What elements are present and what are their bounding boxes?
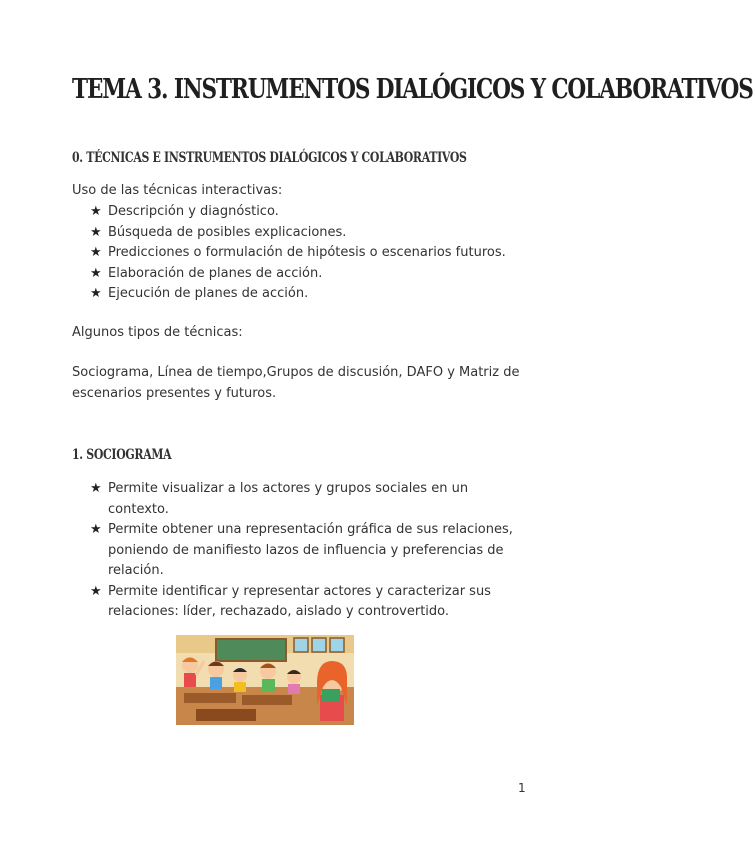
star-bullet-icon: ★: [90, 204, 102, 219]
star-bullet-icon: ★: [90, 286, 102, 301]
list-item: ★ Elaboración de planes de acción.: [90, 264, 530, 285]
star-bullet-icon: ★: [90, 224, 102, 240]
list-item: ★ Ejecución de planes de acción.: [90, 284, 530, 305]
list-item: ★ Predicciones o formulación de hipótesis o escenarios futuros.: [90, 243, 530, 264]
star-bullet-icon: ★: [90, 265, 102, 281]
section-0-intro: Uso de las técnicas interactivas:: [72, 183, 283, 198]
types-text: Sociograma, Línea de tiempo,Grupos de discusión, DAFO y Matriz de escenarios presentes y futuros.: [72, 365, 520, 401]
types-label: Algunos tipos de técnicas:: [72, 325, 243, 340]
section-1-heading: 1. SOCIOGRAMA: [72, 447, 172, 463]
star-bullet-icon: ★: [90, 583, 102, 599]
page-number: 1: [518, 781, 526, 795]
classroom-illustration: [176, 635, 354, 725]
list-item: ★ Permite visualizar a los actores y grupos sociales en un contexto.: [90, 481, 469, 517]
list-item: ★ Búsqueda de posibles explicaciones.: [90, 223, 530, 244]
star-bullet-icon: ★: [90, 481, 102, 496]
page-title: TEMA 3. INSTRUMENTOS DIALÓGICOS Y COLABORATIVOS: [72, 74, 753, 105]
list-item: ★ Permite obtener una representación gráfica de sus relaciones, poniendo de manifiesto lazos de influencia y preferencias de relación.: [90, 522, 513, 578]
section-0-heading: 0. TÉCNICAS E INSTRUMENTOS DIALÓGICOS Y COLABORATIVOS: [72, 150, 467, 166]
star-bullet-icon: ★: [90, 245, 102, 260]
section-0-bullet-list: [90, 202, 530, 305]
star-bullet-icon: ★: [90, 522, 102, 537]
list-item: ★ Permite identificar y representar actores y caracterizar sus relaciones: líder, rechazado, aislado y controvertido.: [90, 583, 491, 619]
section-1-bullet-list: [90, 479, 530, 623]
list-item: ★ Descripción y diagnóstico.: [90, 202, 530, 223]
